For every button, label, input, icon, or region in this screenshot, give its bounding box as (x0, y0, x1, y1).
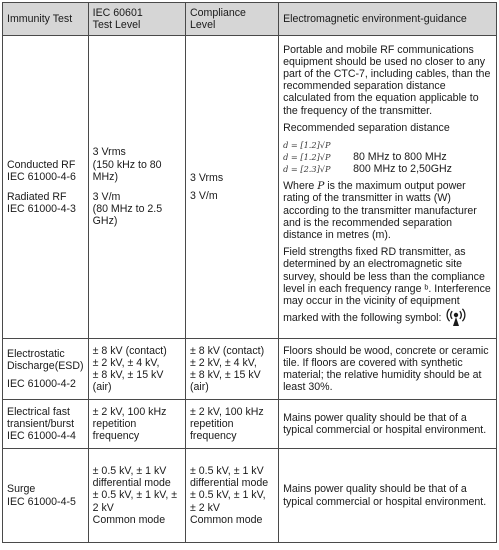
rf-level-radiated: 3 V/m (92, 191, 121, 203)
rf-compliance-conducted: 3 Vrms (189, 172, 224, 185)
surge-level-line: ± 0.5 kV, ± 1 kV, ± 2 kV (92, 489, 178, 514)
surge-test-name: Surge (7, 483, 36, 496)
rf-guidance-distance-text: Portable and mobile RF communications equipment should be used no closer to any part of the CTC-7, including cables, than the recommended separation distance calculated from the equation applicable to the frequency of the transmitter. (283, 43, 491, 117)
eft-test-standard: IEC 61000-4-4 (7, 430, 76, 443)
immunity-table (2, 2, 497, 543)
esd-test-standard: IEC 61000-4-2 (7, 377, 76, 390)
rf-conducted-standard: IEC 61000-4-6 (7, 170, 76, 183)
rf-level-cell (88, 36, 185, 339)
formula-row (283, 139, 492, 151)
rf-radiated-standard: IEC 61000-4-3 (7, 203, 76, 216)
rf-level-radiated-range: (80 MHz to 2.5 GHz) (92, 203, 163, 228)
header-test-level-line2: Test Level (92, 19, 141, 31)
eft-level-cell: ± 2 kV, 100 kHz repetition frequency (88, 400, 185, 449)
eft-compliance-cell: ± 2 kV, 100 kHz repetition frequency (185, 400, 278, 449)
surge-compliance-cell (185, 449, 278, 543)
esd-guidance-cell: Floors should be wood, concrete or ceramic tile. If floors are covered with synthetic material; the relative humidity should be at least 30%. (279, 339, 497, 400)
esd-test-name: Electrostatic Discharge(ESD) (7, 348, 84, 373)
surge-compliance-line: Common mode (189, 513, 263, 526)
rf-compliance-radiated: 3 V/m (189, 189, 218, 202)
esd-compliance-line: ± 8 kV, ± 15 kV (189, 369, 261, 381)
formula-expression: d = [1.2]√P (283, 140, 331, 151)
header-compliance-level: Compliance Level (185, 3, 278, 36)
surge-level-line: Common mode (92, 513, 166, 526)
esd-compliance-line: (air) (189, 381, 209, 394)
eft-test-name: Electrical fast transient/burst (7, 405, 75, 430)
formula-range: 800 MHz to 2,50GHz (353, 163, 452, 176)
surge-compliance-line: ± 0.5 kV, ± 1 kV, ± 2 kV (189, 489, 266, 514)
header-row (3, 3, 497, 36)
esd-level-cell (88, 339, 185, 400)
surge-compliance-line: ± 0.5 kV, ± 1 kV differential mode (189, 464, 269, 490)
table-row-esd (3, 339, 497, 400)
header-guidance: Electromagnetic environment-guidance (279, 3, 497, 36)
formula-row (283, 151, 492, 163)
esd-compliance-line: ± 2 kV, ± 4 kV, (189, 356, 257, 369)
eft-test-cell (3, 400, 89, 449)
non-ionizing-radiation-icon (445, 307, 467, 330)
surge-guidance-cell: Mains power quality should be that of a typical commercial or hospital environment. (279, 449, 497, 543)
esd-level-line: ± 8 kV (contact) (92, 344, 167, 357)
rf-level-conducted-range: (150 kHz to 80 MHz) (92, 158, 162, 183)
surge-level-line: ± 0.5 kV, ± 1 kV differential mode (92, 464, 171, 490)
esd-level-line: ± 8 kV, ± 15 kV (92, 369, 164, 381)
rf-test-cell (3, 36, 89, 339)
rf-conducted-name: Conducted RF (7, 158, 76, 171)
esd-level-line: ± 2 kV, ± 4 kV, (92, 356, 160, 369)
table-row-surge (3, 449, 497, 543)
esd-compliance-line: ± 8 kV (contact) (189, 344, 265, 357)
rf-guidance-field-strength: Field strengths fixed RD transmitter, as determined by an electromagnetic site survey, should be less than the compliance level in each frequency range ᵇ. Interference may occur in the vicinity of equipment marked with the following symbol: (283, 246, 492, 330)
header-test-level-line1: IEC 60601 (92, 6, 143, 19)
header-test-level (88, 3, 185, 36)
rf-guidance-cell (279, 36, 497, 339)
formula-row (283, 163, 492, 175)
table-row-eft (3, 400, 497, 449)
rf-compliance-cell (185, 36, 278, 339)
formula-expression: d = [2.3]√P (283, 164, 331, 175)
eft-guidance-cell: Mains power quality should be that of a typical commercial or hospital environment. (279, 400, 497, 449)
esd-compliance-cell (185, 339, 278, 400)
rf-radiated-name: Radiated RF (7, 191, 67, 203)
rf-guidance-where: Where P is the maximum output power rating of the transmitter in watts (W) according to the transmitter manufacturer and is the recommended separation distance in metres (m). (283, 180, 477, 241)
table-row-rf (3, 36, 497, 339)
esd-test-cell (3, 339, 89, 400)
rf-guidance-recommended: Recommended separation distance (283, 121, 450, 134)
surge-level-cell (88, 449, 185, 543)
rf-level-conducted: 3 Vrms (92, 146, 126, 159)
formula-range: 80 MHz to 800 MHz (353, 151, 447, 164)
esd-level-line: (air) (92, 381, 112, 394)
header-immunity-test: Immunity Test (3, 3, 89, 36)
surge-test-standard: IEC 61000-4-5 (7, 495, 76, 508)
formula-expression: d = [1.2]√P (283, 152, 331, 163)
surge-test-cell (3, 449, 89, 543)
